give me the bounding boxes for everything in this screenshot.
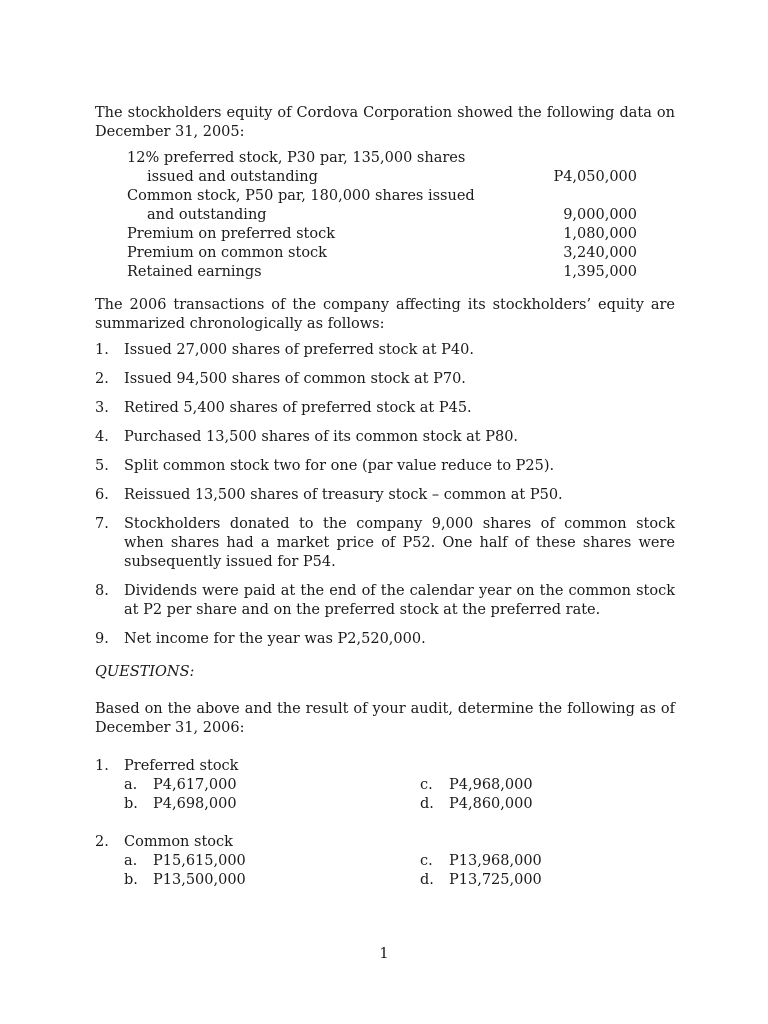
equity-table (127, 149, 637, 282)
choice-letter: d. (420, 872, 434, 888)
choice-letter: c. (420, 853, 433, 869)
question-number: 1. (95, 758, 109, 774)
choice-text: P13,725,000 (449, 872, 542, 888)
choice-letter: b. (124, 872, 138, 888)
choice-text: P4,860,000 (449, 796, 533, 812)
item-text: Retired 5,400 shares of preferred stock at P45. (124, 400, 472, 416)
item-text: Purchased 13,500 shares of its common stock at P80. (124, 429, 519, 445)
question-title: Preferred stock (124, 758, 239, 774)
item-number: 2. (95, 371, 109, 387)
list-item (95, 515, 675, 572)
item-text: Reissued 13,500 shares of treasury stock – common at P50. (124, 487, 563, 503)
item-number: 7. (95, 516, 109, 532)
equity-label: 12% preferred stock, P30 par, 135,000 shares (127, 150, 466, 166)
equity-amount: P4,050,000 (553, 169, 637, 185)
equity-row (127, 244, 637, 263)
equity-label: Premium on common stock (127, 245, 327, 261)
equity-row (127, 225, 637, 244)
choice-letter: a. (124, 853, 138, 869)
equity-label: Common stock, P50 par, 180,000 shares issued (127, 188, 475, 204)
questions-intro: Based on the above and the result of your audit, determine the following as of December 31, 2006: (95, 701, 675, 736)
choice-letter: b. (124, 796, 138, 812)
item-number: 9. (95, 631, 109, 647)
choice-text: P13,500,000 (153, 872, 246, 888)
choice-c (420, 776, 620, 795)
item-number: 3. (95, 400, 109, 416)
equity-amount: 1,080,000 (563, 226, 637, 242)
transactions-intro: The 2006 transactions of the company affecting its stockholders’ equity are summarized chronologically as follows: (95, 297, 675, 332)
list-item (95, 582, 675, 620)
choice-text: P4,617,000 (153, 777, 237, 793)
document-body (95, 104, 675, 890)
equity-row (127, 263, 637, 282)
page-number: 1 (379, 946, 389, 962)
equity-label: Premium on preferred stock (127, 226, 336, 242)
item-number: 8. (95, 583, 109, 599)
answer-choices (124, 776, 675, 814)
item-text: Dividends were paid at the end of the calendar year on the common stock at P2 per share and on the preferred stock at the preferred rate. (124, 583, 675, 618)
choice-letter: c. (420, 777, 433, 793)
item-text: Issued 27,000 shares of preferred stock at P40. (124, 342, 474, 358)
question-number: 2. (95, 834, 109, 850)
equity-row (127, 206, 637, 225)
equity-row (127, 187, 637, 206)
choice-d (420, 871, 620, 890)
equity-row (127, 149, 637, 168)
list-item (95, 370, 675, 389)
item-number: 6. (95, 487, 109, 503)
choice-d (420, 795, 620, 814)
list-item (95, 341, 675, 360)
item-text: Stockholders donated to the company 9,000 shares of common stock when shares had a market price of P52. One half of these shares were subsequently issued for P54. (124, 516, 675, 570)
item-number: 5. (95, 458, 109, 474)
choice-text: P4,698,000 (153, 796, 237, 812)
list-item (95, 630, 675, 649)
equity-row (127, 168, 637, 187)
choice-a (124, 852, 420, 871)
answer-choices (124, 852, 675, 890)
choice-c (420, 852, 620, 871)
item-text: Split common stock two for one (par value reduce to P25). (124, 458, 555, 474)
choice-b (124, 871, 420, 890)
equity-label: Retained earnings (127, 264, 262, 280)
equity-amount: 1,395,000 (563, 264, 637, 280)
transactions-list (95, 341, 675, 649)
questions-heading: QUESTIONS: (95, 664, 195, 680)
choice-b (124, 795, 420, 814)
choice-a (124, 776, 420, 795)
item-number: 1. (95, 342, 109, 358)
equity-label: issued and outstanding (147, 169, 318, 185)
item-text: Net income for the year was P2,520,000. (124, 631, 426, 647)
question-1 (95, 757, 675, 814)
equity-label: and outstanding (147, 207, 267, 223)
list-item (95, 399, 675, 418)
question-2 (95, 833, 675, 890)
question-title: Common stock (124, 834, 233, 850)
choice-text: P15,615,000 (153, 853, 246, 869)
list-item (95, 428, 675, 447)
choice-letter: d. (420, 796, 434, 812)
item-text: Issued 94,500 shares of common stock at P70. (124, 371, 466, 387)
choice-text: P4,968,000 (449, 777, 533, 793)
equity-amount: 9,000,000 (563, 207, 637, 223)
intro-paragraph: The stockholders equity of Cordova Corporation showed the following data on December 31, 2005: (95, 105, 675, 140)
equity-amount: 3,240,000 (563, 245, 637, 261)
item-number: 4. (95, 429, 109, 445)
choice-letter: a. (124, 777, 138, 793)
choice-text: P13,968,000 (449, 853, 542, 869)
list-item (95, 457, 675, 476)
list-item (95, 486, 675, 505)
